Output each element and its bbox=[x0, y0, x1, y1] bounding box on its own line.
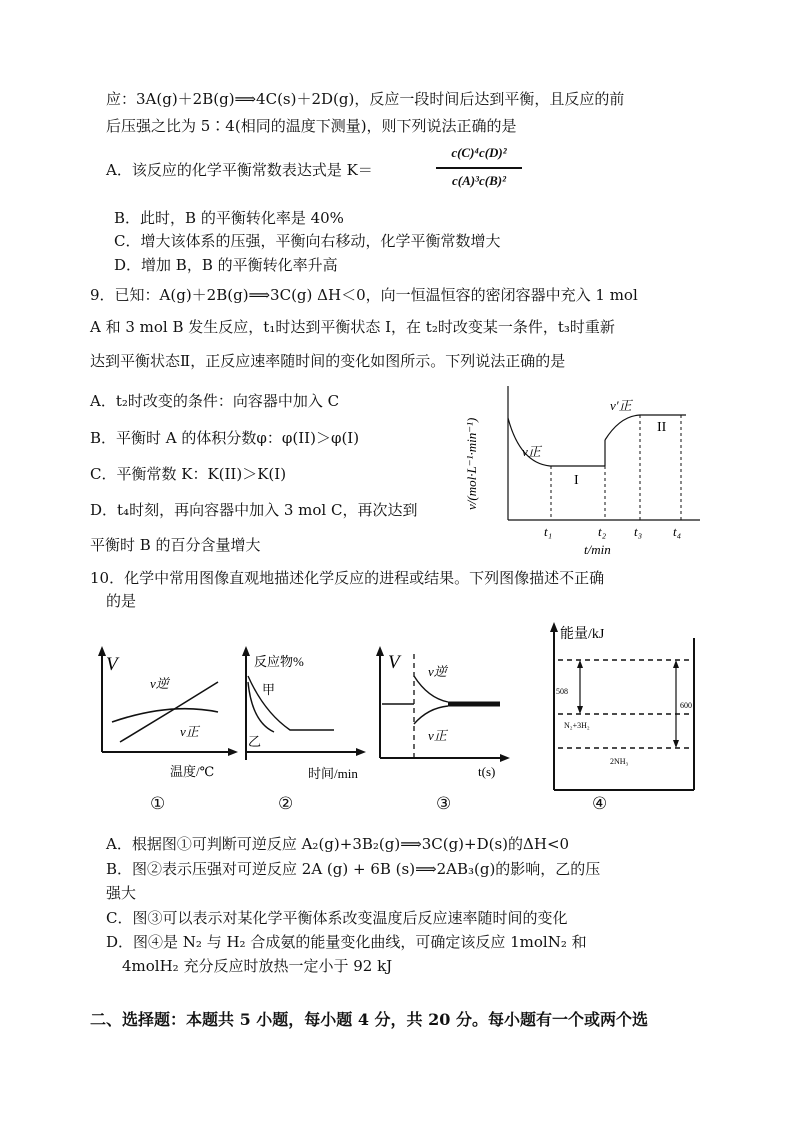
equilibrium-constant-fraction bbox=[436, 145, 522, 189]
q9-rate-time-graph bbox=[450, 378, 710, 558]
q9-v-forward-prime-label: v′正 bbox=[610, 398, 632, 413]
fig1-caption: ① bbox=[150, 794, 166, 814]
fig4-600-label: 600 bbox=[680, 701, 692, 710]
q10-option-b-line2: 强大 bbox=[106, 884, 137, 902]
q9-option-d-line2: 平衡时 B 的百分含量增大 bbox=[90, 536, 261, 554]
q10-option-c: C．图③可以表示对某化学平衡体系改变温度后反应速率随时间的变化 bbox=[106, 909, 568, 927]
q9-option-a: A．t₂时改变的条件：向容器中加入 C bbox=[90, 392, 340, 410]
q8-option-b: B．此时，B 的平衡转化率是 40% bbox=[114, 209, 344, 227]
q9-tick-t1: t₁ bbox=[544, 524, 553, 539]
fig3-v-reverse-label: v逆 bbox=[428, 664, 447, 679]
q9-option-b: B．平衡时 A 的体积分数φ：φ(II)＞φ(I) bbox=[90, 429, 360, 447]
fig4-reactants-label: N₂+3H₂ bbox=[564, 721, 590, 730]
fig4-caption: ④ bbox=[592, 794, 608, 814]
q9-option-c: C．平衡常数 K：K(II)＞K(I) bbox=[90, 465, 287, 483]
fig2-yi-label: 乙 bbox=[248, 734, 262, 749]
fig3-y-label: V bbox=[388, 652, 400, 673]
q9-tick-t4: t₄ bbox=[673, 524, 682, 539]
fig4-y-label: 能量/kJ bbox=[560, 627, 605, 642]
q8-option-c: C．增大该体系的压强，平衡向右移动，化学平衡常数增大 bbox=[114, 232, 501, 250]
section-2-heading: 二、选择题：本题共 5 小题，每小题 4 分，共 20 分。每小题有一个或两个选 bbox=[90, 1010, 648, 1029]
q10-option-b-line1: B．图②表示压强对可逆反应 2A (g) + 6B (s)⟹2AB₃(g)的影响，乙的压 bbox=[106, 860, 601, 878]
q8-option-d: D．增加 B，B 的平衡转化率升高 bbox=[114, 256, 338, 274]
q8-stem-line2: 后压强之比为 5∶4(相同的温度下测量)，则下列说法正确的是 bbox=[106, 117, 517, 135]
fig3-v-reverse-curve bbox=[414, 676, 448, 702]
q9-stem-line2: A 和 3 mol B 发生反应，t₁时达到平衡状态 I，在 t₂时改变某一条件，t₃时重新 bbox=[90, 318, 615, 336]
fraction-denominator: c(A)³c(B)² bbox=[452, 173, 506, 188]
fig1-v-reverse-label: v逆 bbox=[150, 676, 169, 691]
q9-state-2-label: II bbox=[657, 420, 667, 435]
fig1-y-label: V bbox=[106, 654, 118, 675]
fig3-x-label: t(s) bbox=[478, 764, 496, 779]
q10-figure-1 bbox=[90, 642, 240, 782]
q9-state-1-label: I bbox=[574, 473, 579, 488]
fig4-508-label: 508 bbox=[556, 687, 568, 696]
q9-x-label: t/min bbox=[584, 542, 611, 557]
q10-figure-3 bbox=[368, 642, 518, 782]
q10-option-d-line2: 4molH₂ 充分反应时放热一定小于 92 kJ bbox=[122, 957, 393, 975]
fig1-v-reverse-curve bbox=[120, 682, 218, 742]
q9-option-d-line1: D．t₄时刻，再向容器中加入 3 mol C，再次达到 bbox=[90, 501, 418, 519]
fig4-product-label: 2NH₃ bbox=[610, 757, 629, 766]
fig2-jia-label: 甲 bbox=[262, 682, 276, 697]
q8-stem-line1: 应：3A(g)＋2B(g)⟹4C(s)＋2D(g)，反应一段时间后达到平衡，且反应的前 bbox=[106, 90, 625, 108]
q9-forward-rate-curve-2 bbox=[605, 415, 686, 440]
q9-stem-line1: 9．已知：A(g)＋2B(g)⟹3C(g) ΔH＜0，向一恒温恒容的密闭容器中充入 1 mol bbox=[90, 286, 638, 304]
fig1-v-forward-label: v正 bbox=[180, 724, 199, 739]
fig2-x-label: 时间/min bbox=[308, 766, 358, 781]
q10-figure-4 bbox=[540, 618, 700, 794]
q10-option-a: A．根据图①可判断可逆反应 A₂(g)+3B₂(g)⟹3C(g)+D(s)的ΔH<0 bbox=[106, 835, 570, 853]
fig3-caption: ③ bbox=[436, 794, 452, 814]
fig3-v-forward-label: v正 bbox=[428, 728, 447, 743]
q9-y-label: v/(mol·L⁻¹·min⁻¹) bbox=[464, 417, 479, 510]
q9-v-forward-label: v正 bbox=[522, 444, 541, 459]
q9-stem-line3: 达到平衡状态Ⅱ，正反应速率随时间的变化如图所示。下列说法正确的是 bbox=[90, 352, 566, 370]
fraction-numerator: c(C)⁴c(D)² bbox=[451, 145, 507, 160]
fig2-y-label: 反应物% bbox=[254, 654, 304, 669]
fig3-v-forward-curve bbox=[414, 706, 448, 724]
q10-stem-line1: 10．化学中常用图像直观地描述化学反应的进程或结果。下列图像描述不正确 bbox=[90, 569, 605, 587]
q9-tick-t3: t₃ bbox=[634, 524, 643, 539]
fig1-x-label: 温度/℃ bbox=[170, 764, 215, 779]
q10-option-d-line1: D．图④是 N₂ 与 H₂ 合成氨的能量变化曲线，可确定该反应 1molN₂ 和 bbox=[106, 933, 587, 951]
q8-option-a: A．该反应的化学平衡常数表达式是 K＝ bbox=[106, 161, 373, 179]
q9-tick-t2: t₂ bbox=[598, 524, 607, 539]
q10-stem-line2: 的是 bbox=[106, 592, 137, 610]
fraction-bar bbox=[436, 167, 522, 169]
q10-figure-2 bbox=[234, 642, 374, 782]
fig2-caption: ② bbox=[278, 794, 294, 814]
